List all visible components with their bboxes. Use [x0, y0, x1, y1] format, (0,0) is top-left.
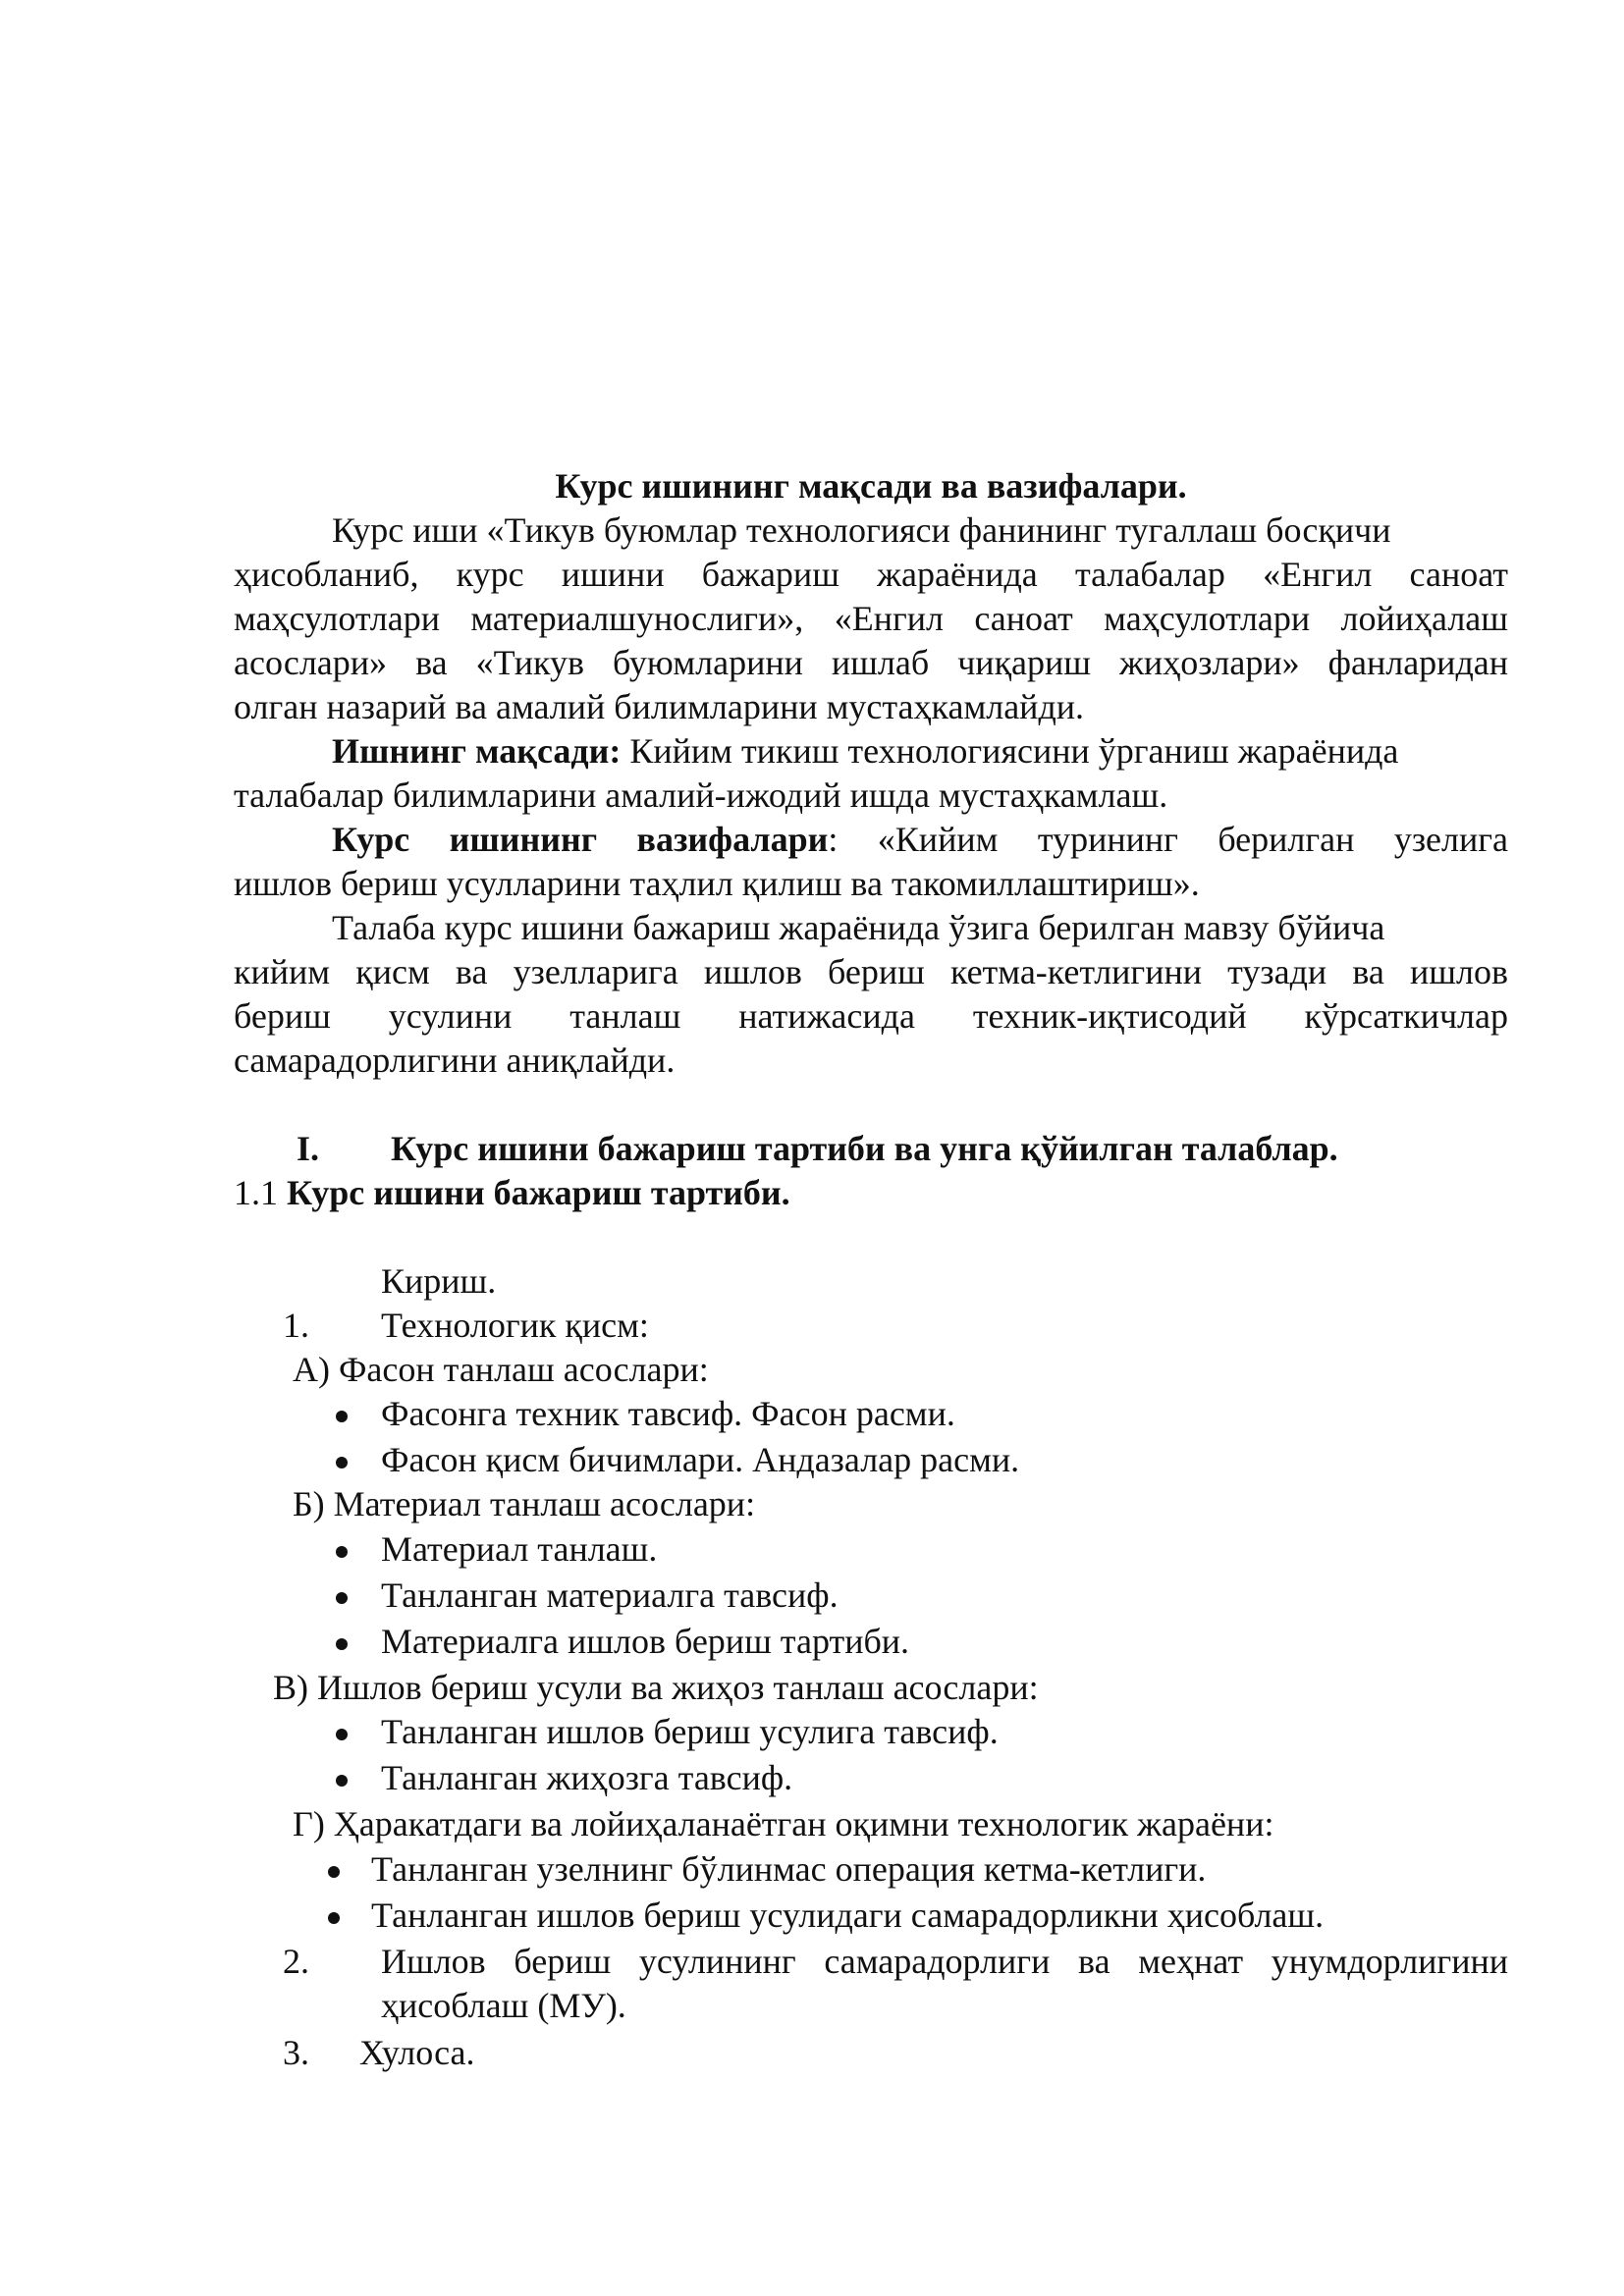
outline-v-item-1: Танланган ишлов бериш усулига тавсиф.: [381, 1712, 999, 1751]
tasks-word-4: «Кийим: [877, 820, 999, 859]
section-number: I.: [297, 1129, 320, 1168]
outline-number-2: 2.: [283, 1942, 309, 1981]
outline-g-label: Г) Ҳаракатдаги ва лойиҳаланаётган оқимни технологик жараёни:: [293, 1804, 1274, 1843]
bullet-icon: [336, 1411, 348, 1422]
tasks-word-5: турининг: [1037, 820, 1178, 859]
outline-a-label: А) Фасон танлаш асослари:: [293, 1350, 709, 1389]
bullet-icon: [328, 1912, 340, 1924]
bullet-icon: [336, 1775, 348, 1787]
bullet-icon: [336, 1546, 348, 1558]
outline-a-item-1: Фасонга техник тавсиф. Фасон расми.: [381, 1394, 955, 1433]
tasks-word-7: узелига: [1393, 820, 1508, 859]
tasks-word-6: берилган: [1218, 820, 1355, 859]
intro-line-3: маҳсулотлари материалшунослиги», «Енгил саноат маҳсулотлари лойиҳалаш: [234, 599, 1508, 638]
outline-intro: Кириш.: [381, 1261, 497, 1301]
intro-line-4: асослари» ва «Тикув буюмларини ишлаб чиқариш жиҳозлари» фанларидан: [234, 643, 1508, 682]
subsection-number: 1.1: [234, 1173, 287, 1212]
outline-g-item-1: Танланган узелнинг бўлинмас операция кетма-кетлиги.: [371, 1849, 1207, 1889]
outline-g-item-2: Танланган ишлов бериш усулидаги самарадорликни ҳисоблаш.: [371, 1896, 1325, 1935]
goal-text-2: талабалар билимларини амалий-ижодий ишда мустаҳкамлаш.: [234, 775, 1168, 815]
intro-line-2: ҳисобланиб, курс ишини бажариш жараёнида талабалар «Енгил саноат: [234, 555, 1508, 594]
student-line-1: Талаба курс ишини бажариш жараёнида ўзига берилган мавзу бўйича: [332, 908, 1385, 947]
subsection-heading: [234, 1171, 790, 1215]
goal-label: Ишнинг мақсади:: [332, 731, 622, 771]
bullet-icon: [336, 1457, 348, 1468]
intro-line-5: олган назарий ва амалий билимларини мустаҳкамлайди.: [234, 687, 1085, 726]
tasks-label-word-3: вазифалари:: [636, 820, 839, 859]
outline-conclusion: Хулоса.: [359, 2033, 475, 2072]
tasks-text-2: ишлов бериш усулларини таҳлил қилиш ва такомиллаштириш».: [234, 864, 1200, 903]
page-title: Курс ишининг мақсади ва вазифалари.: [555, 466, 1187, 506]
student-line-4: самарадорлигини аниқлайди.: [234, 1041, 676, 1080]
bullet-icon: [336, 1638, 348, 1650]
goal-text-1: Кийим тикиш технологиясини ўрганиш жараёнида: [621, 731, 1399, 771]
section-title: Курс ишини бажариш тартиби ва унга қўйилган талаблар.: [391, 1129, 1338, 1168]
outline-v-label: В) Ишлов бериш усули ва жиҳоз танлаш асослари:: [273, 1668, 1039, 1707]
outline-v-item-2: Танланган жиҳозга тавсиф.: [381, 1758, 793, 1797]
outline-a-item-2: Фасон қисм бичимлари. Андазалар расми.: [381, 1440, 1020, 1479]
tasks-label-word-2: ишининг: [449, 820, 598, 859]
tasks-paragraph: [332, 818, 1508, 862]
outline-part-1: Технологик қисм:: [381, 1306, 649, 1345]
bullet-icon: [336, 1592, 348, 1604]
goal-paragraph: [332, 729, 1398, 774]
student-line-2: кийим қисм ва узелларига ишлов бериш кетма-кетлигини тузади ва ишлов: [234, 952, 1508, 991]
outline-number-3: 3.: [283, 2033, 309, 2072]
intro-line-1: Курс иши «Тикув буюмлар технологияси фанининг тугаллаш босқичи: [332, 510, 1391, 550]
outline-part-2-line-1: Ишлов бериш усулининг самарадорлиги ва меҳнат унумдорлигини: [381, 1942, 1508, 1981]
outline-b-item-2: Танланган материалга тавсиф.: [381, 1575, 839, 1615]
outline-b-label: Б) Материал танлаш асослари:: [293, 1484, 756, 1523]
outline-part-2-line-2: ҳисоблаш (МУ).: [381, 1986, 626, 2025]
subsection-title: Курс ишини бажариш тартиби.: [287, 1173, 790, 1212]
outline-b-item-3: Материалга ишлов бериш тартиби.: [381, 1622, 910, 1661]
bullet-icon: [328, 1866, 340, 1878]
bullet-icon: [336, 1729, 348, 1740]
tasks-label-word-1: Курс: [332, 820, 410, 859]
outline-b-item-1: Материал танлаш.: [381, 1529, 658, 1569]
outline-number-1: 1.: [283, 1306, 309, 1345]
student-line-3: бериш усулини танлаш натижасида техник-иқтисодий кўрсаткичлар: [234, 996, 1508, 1036]
